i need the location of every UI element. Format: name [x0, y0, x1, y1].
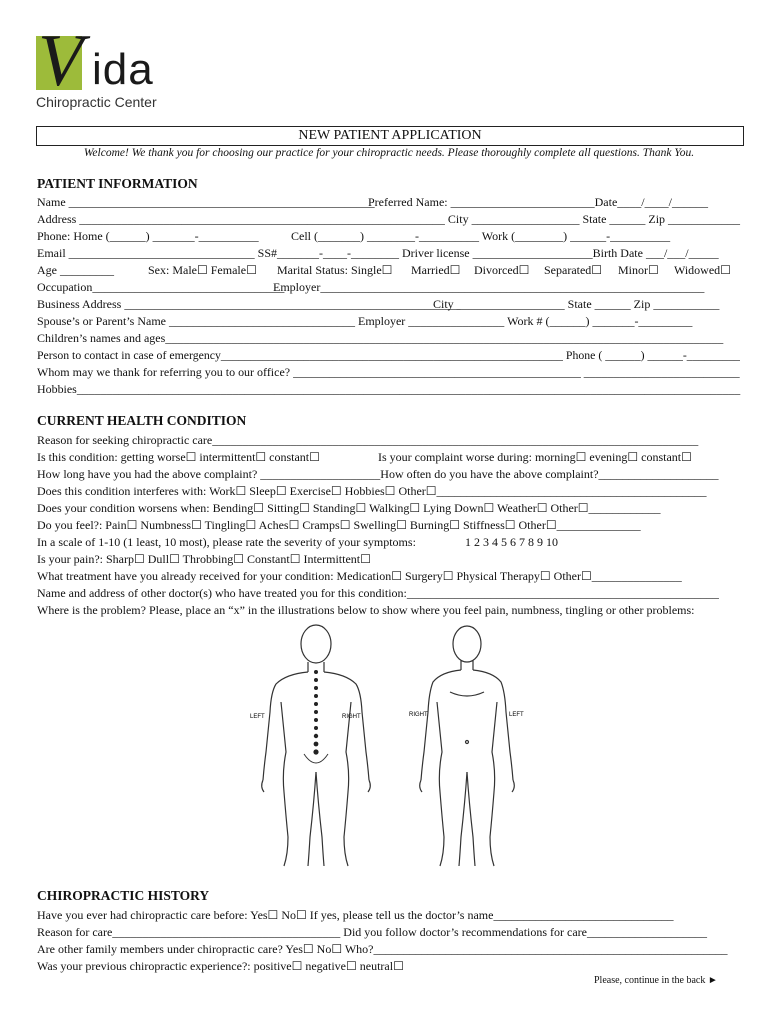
marital-married-checkbox[interactable]: Married☐: [411, 263, 461, 277]
logo-name: ida: [92, 45, 154, 94]
family-care-field[interactable]: Are other family members under chiropractic care? Yes☐ No☐ Who?___________________________________________________________: [37, 942, 728, 956]
chiropractic-history-heading: CHIROPRACTIC HISTORY: [37, 888, 210, 903]
form-title: NEW PATIENT APPLICATION: [36, 126, 744, 146]
duration-frequency-field[interactable]: How long have you had the above complaint? ____________________How often do you have the above complaint?____________________: [37, 467, 719, 481]
hobbies-field[interactable]: Hobbies_______________________________________________________________________________________________________________: [37, 382, 741, 396]
marital-minor-checkbox[interactable]: Minor☐: [618, 263, 659, 277]
sex-checkboxes[interactable]: Sex: Male☐ Female☐: [148, 263, 257, 277]
worsens-checkboxes[interactable]: Does your condition worsens when: Bending☐ Sitting☐ Standing☐ Walking☐ Lying Down☐ Weather☐ Other☐____________: [37, 501, 661, 515]
cell-work-phone-field[interactable]: Cell (_______) ________-__________ Work (________) ______-__________: [291, 229, 671, 243]
back-right-label: RIGHT: [342, 714, 361, 720]
health-condition-heading: CURRENT HEALTH CONDITION: [37, 413, 247, 428]
pain-type-checkboxes[interactable]: Is your pain?: Sharp☐ Dull☐ Throbbing☐ Constant☐ Intermittent☐: [37, 552, 371, 566]
home-phone-field[interactable]: Phone: Home (______) _______-__________: [37, 229, 259, 243]
spouse-parent-field[interactable]: Spouse’s or Parent’s Name _______________________________ Employer ________________ Work # (______) _______-_________: [37, 314, 693, 328]
feel-checkboxes[interactable]: Do you feel?: Pain☐ Numbness☐ Tingling☐ Aches☐ Cramps☐ Swelling☐ Burning☐ Stiffness☐ Other☐______________: [37, 518, 641, 532]
front-view-body-diagram[interactable]: [405, 622, 530, 872]
employer-field[interactable]: Employer________________________________________________________________: [273, 280, 705, 294]
logo-subtitle: Chiropractic Center: [36, 94, 157, 110]
other-doctors-field[interactable]: Name and address of other doctor(s) who have treated you for this condition:____________________________________________________: [37, 586, 719, 600]
logo-letter: V: [38, 20, 84, 102]
prior-care-field[interactable]: Have you ever had chiropractic care before: Yes☐ No☐ If yes, please tell us the doctor’s name______________________________: [37, 908, 674, 922]
name-field[interactable]: Name ___________________________________________________: [37, 195, 375, 209]
age-field[interactable]: Age _________: [37, 263, 114, 277]
back-view-body-diagram[interactable]: [246, 622, 386, 872]
business-address-field[interactable]: Business Address ________________________________________________________: [37, 297, 461, 311]
welcome-text: Welcome! We thank you for choosing our practice for your chiropractic needs. Please thoroughly complete all questions. Thank You.: [83, 147, 695, 159]
front-right-label: RIGHT: [409, 712, 428, 718]
marital-separated-checkbox[interactable]: Separated☐: [544, 263, 603, 277]
reason-for-care-field[interactable]: Reason for care______________________________________ Did you follow doctor’s recommendations for care____________________: [37, 925, 708, 939]
severity-question: In a scale of 1-10 (1 least, 10 most), please rate the severity of your symptoms:: [37, 535, 416, 549]
treatment-checkboxes[interactable]: What treatment have you already received for your condition: Medication☐ Surgery☐ Physical Therapy☐ Other☐_______________: [37, 569, 682, 583]
children-field[interactable]: Children’s names and ages_____________________________________________________________________________________________: [37, 331, 724, 345]
referral-field[interactable]: Whom may we thank for referring you to our office? ________________________________________________ __________________________: [37, 365, 740, 379]
interferes-checkboxes[interactable]: Does this condition interferes with: Work☐ Sleep☐ Exercise☐ Hobbies☐ Other☐_____________________________________________: [37, 484, 707, 498]
severity-scale[interactable]: 1 2 3 4 5 6 7 8 9 10: [465, 535, 558, 549]
back-left-label: LEFT: [250, 714, 265, 720]
continue-note: Please, continue in the back ►: [594, 975, 718, 986]
worse-during-checkboxes[interactable]: Is your complaint worse during: morning☐ evening☐ constant☐: [378, 450, 692, 464]
reason-field[interactable]: Reason for seeking chiropractic care_________________________________________________________________________________: [37, 433, 699, 447]
front-left-label: LEFT: [509, 712, 524, 718]
preferred-name-date-field[interactable]: Preferred Name: ________________________Date____/____/______: [368, 195, 708, 209]
problem-location-instruction: Where is the problem? Please, place an “x” in the illustrations below to show where you feel pain, numbness, tingling or other problems:: [37, 603, 695, 617]
emergency-contact-field[interactable]: Person to contact in case of emergency__________________________________________________________ Phone ( ______) ______-_________: [37, 348, 740, 362]
email-ss-license-field[interactable]: Email _______________________________ SS#_______-____-________ Driver license ____________________Birth Date ___/___/_____: [37, 246, 719, 260]
experience-checkboxes[interactable]: Was your previous chiropractic experience?: positive☐ negative☐ neutral☐: [37, 959, 404, 973]
occupation-field[interactable]: Occupation________________________________: [37, 280, 285, 294]
condition-checkboxes[interactable]: Is this condition: getting worse☐ intermittent☐ constant☐: [37, 450, 320, 464]
patient-info-heading: PATIENT INFORMATION: [37, 176, 198, 191]
marital-widowed-checkbox[interactable]: Widowed☐: [674, 263, 731, 277]
clinic-logo: [30, 20, 190, 118]
business-city-state-zip-field[interactable]: City __________________ State ______ Zip ___________: [433, 297, 720, 311]
address-field[interactable]: Address _____________________________________________________________ City __________________ State ______ Zip ____________: [37, 212, 740, 226]
marital-divorced-checkbox[interactable]: Divorced☐: [474, 263, 530, 277]
marital-single-checkbox[interactable]: Marital Status: Single☐: [277, 263, 393, 277]
